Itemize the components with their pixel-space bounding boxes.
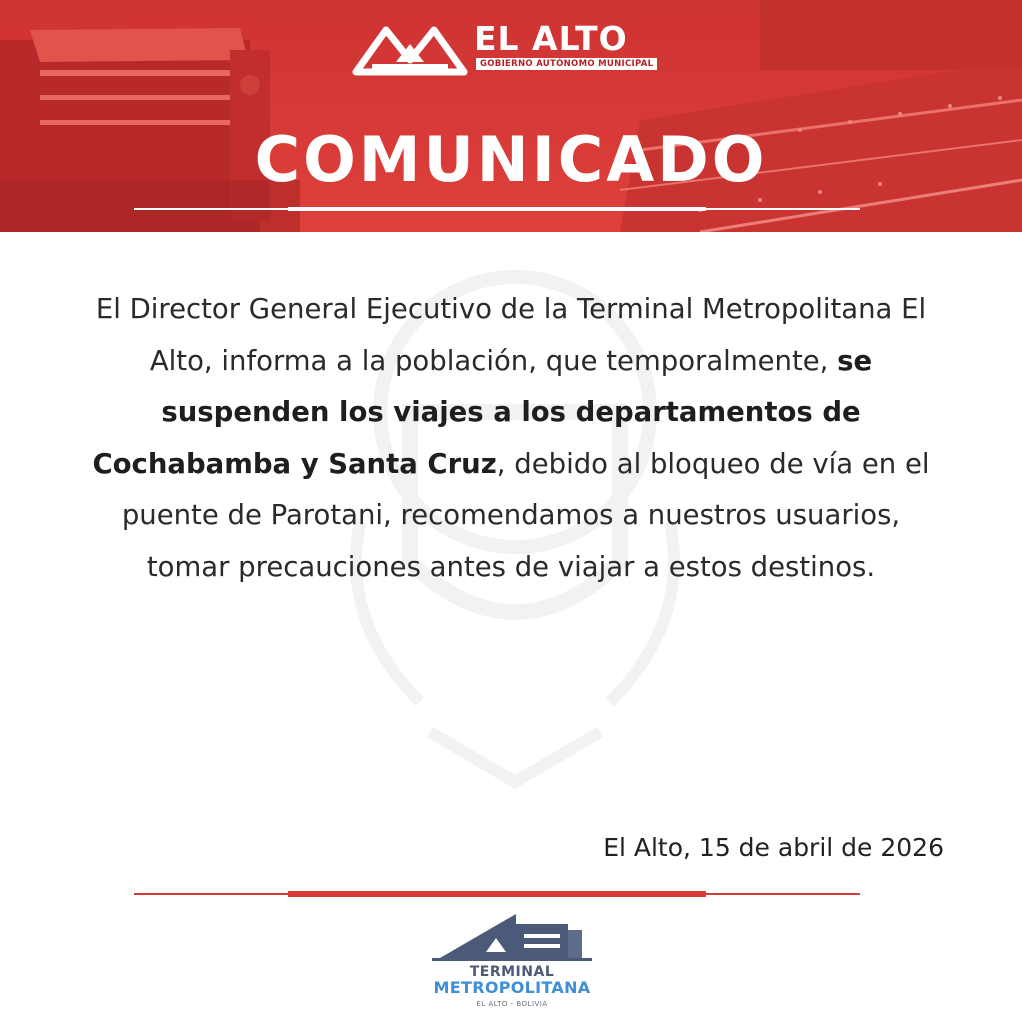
announcement-text-intro: El Director General Ejecutivo de la Terminal Metropolitana El Alto, informa a la población, que temporalmente,	[95, 293, 927, 377]
el-alto-emblem-icon	[352, 20, 468, 76]
terminal-metropolitana-logo	[432, 908, 592, 1018]
title-underline-accent	[288, 207, 706, 211]
page-title: COMUNICADO	[254, 123, 768, 196]
el-alto-logo	[352, 18, 652, 76]
logo-title: EL ALTO	[474, 19, 628, 58]
header-banner	[0, 0, 1022, 232]
footer-divider-accent	[288, 891, 706, 897]
announcement-text-highlight: se suspenden los viajes a los departamentos de Cochabamba y Santa Cruz	[92, 344, 873, 480]
footer-logo-line3: EL ALTO - BOLIVIA	[476, 1000, 548, 1008]
footer-logo-line2: METROPOLITANA	[433, 978, 591, 997]
announcement-text	[90, 284, 932, 593]
announcement-text-closing: , debido al bloqueo de vía en el puente de Parotani, recomendamos a nuestros usuarios, tomar precauciones antes de viajar a estos destinos.	[121, 447, 930, 583]
terminal-building-icon	[432, 908, 592, 964]
footer-logo-line1: TERMINAL	[469, 964, 555, 980]
logo-subtitle: GOBIERNO AUTÓNOMO MUNICIPAL	[476, 58, 657, 70]
announcement-date: El Alto, 15 de abril de 2026	[603, 833, 944, 862]
